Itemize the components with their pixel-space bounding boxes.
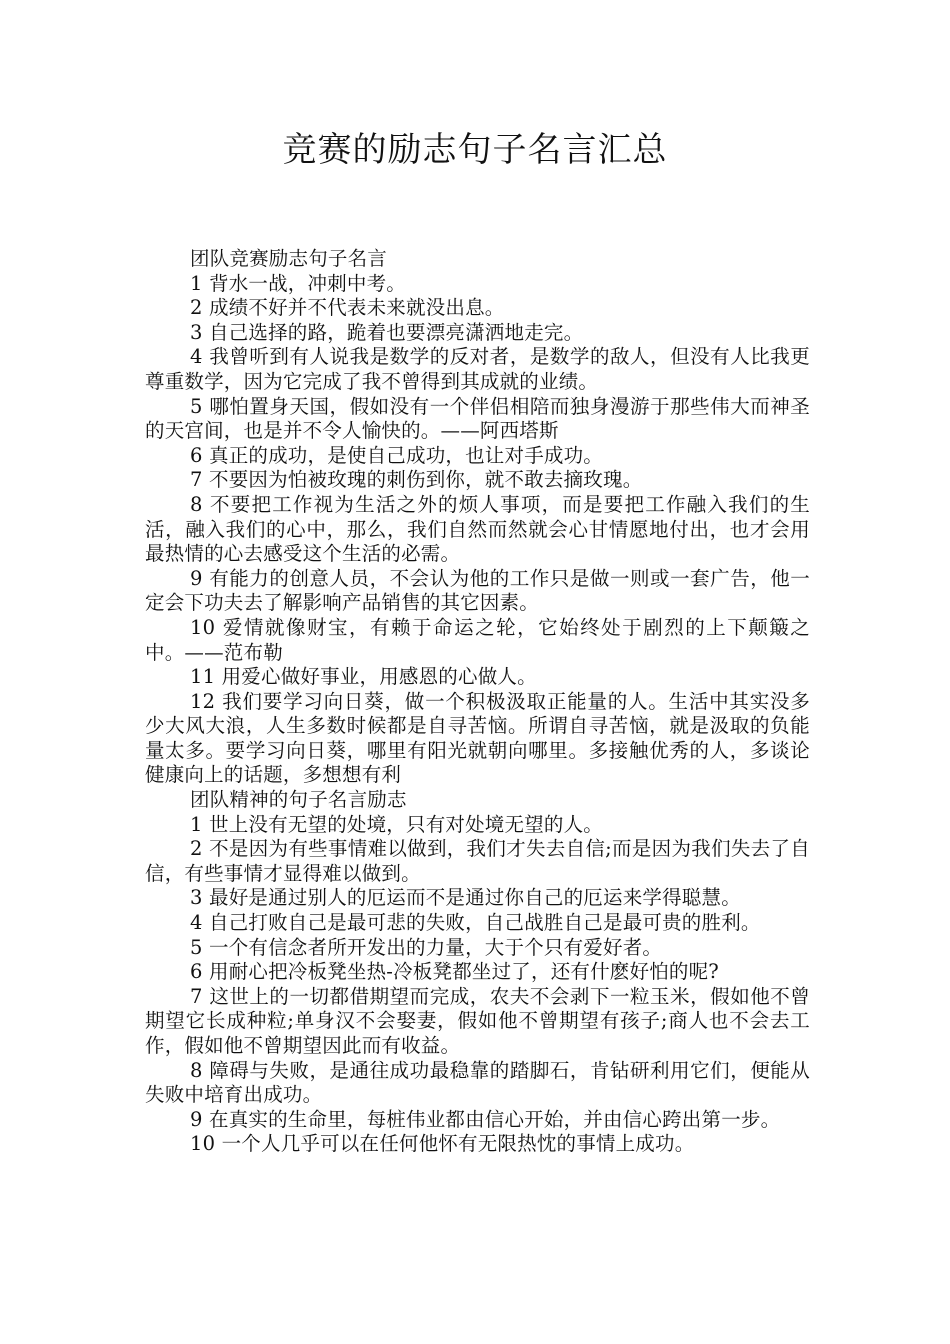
quote-paragraph: 10 一个人几乎可以在任何他怀有无限热忱的事情上成功。 <box>190 1132 695 1156</box>
section-heading-team-spirit: 团队精神的句子名言励志 <box>190 788 407 812</box>
quote-paragraph: 6 真正的成功，是使自己成功，也让对手成功。 <box>190 443 604 467</box>
quote-paragraph: 12 我们要学习向日葵，做一个积极汲取正能量的人。生活中其实没多少大风大浪，人生多数时候都是自寻苦恼。所谓自寻苦恼，就是汲取的负能量太多。要学习向日葵，哪里有阳光就朝向哪里。多接触优秀的人，多谈论健康向上的话题，多想想有利 <box>145 689 810 787</box>
quote-paragraph: 8 障碍与失败，是通往成功最稳靠的踏脚石，肯钻研利用它们，便能从失败中培育出成功。 <box>145 1058 810 1107</box>
quote-paragraph: 3 最好是通过别人的厄运而不是通过你自己的厄运来学得聪慧。 <box>190 886 741 910</box>
quote-paragraph: 4 自己打败自己是最可悲的失败，自己战胜自己是最可贵的胜利。 <box>190 911 761 935</box>
quote-paragraph: 8 不要把工作视为生活之外的烦人事项，而是要把工作融入我们的生活，融入我们的心中，那么，我们自然而然就会心甘情愿地付出，也才会用最热情的心去感受这个生活的必需。 <box>145 492 810 566</box>
quote-paragraph: 1 世上没有无望的处境，只有对处境无望的人。 <box>190 812 604 836</box>
quote-paragraph: 4 我曾听到有人说我是数学的反对者，是数学的敌人，但没有人比我更尊重数学，因为它完成了我不曾得到其成就的业绩。 <box>145 345 810 393</box>
quote-paragraph: 5 一个有信念者所开发出的力量，大于个只有爱好者。 <box>190 935 663 959</box>
section-heading-competition: 团队竞赛励志句子名言 <box>190 247 388 270</box>
quote-paragraph: 2 不是因为有些事情难以做到，我们才失去自信;而是因为我们失去了自信，有些事情才显得难以做到。 <box>145 837 810 885</box>
quote-paragraph: 7 这世上的一切都借期望而完成，农夫不会剥下一粒玉米，假如他不曾期望它长成种粒;单身汉不会娶妻，假如他不曾期望有孩子;商人也不会去工作，假如他不曾期望因此而有收益。 <box>145 984 810 1057</box>
quote-paragraph: 1 背水一战，冲刺中考。 <box>190 271 407 295</box>
document-body <box>145 247 810 1157</box>
quote-paragraph: 5 哪怕置身天国，假如没有一个伴侣相陪而独身漫游于那些伟大而神圣的天宫间，也是并不令人愉快的。——阿西塔斯 <box>145 394 810 443</box>
quote-paragraph: 9 有能力的创意人员，不会认为他的工作只是做一则或一套广告，他一定会下功夫去了解影响产品销售的其它因素。 <box>145 566 810 615</box>
quote-paragraph: 6 用耐心把冷板凳坐热-冷板凳都坐过了，还有什麽好怕的呢? <box>190 960 719 984</box>
page-title: 竞赛的励志句子名言汇总 <box>282 130 668 170</box>
quote-paragraph: 11 用爱心做好事业，用感恩的心做人。 <box>190 665 537 689</box>
quote-paragraph: 2 成绩不好并不代表未来就没出息。 <box>190 296 505 320</box>
quote-paragraph: 9 在真实的生命里，每桩伟业都由信心开始，并由信心跨出第一步。 <box>190 1107 781 1131</box>
quote-paragraph: 7 不要因为怕被玫瑰的刺伤到你，就不敢去摘玫瑰。 <box>190 468 643 492</box>
quote-paragraph: 3 自己选择的路，跪着也要漂亮潇洒地走完。 <box>190 320 584 344</box>
quote-paragraph: 10 爱情就像财宝，有赖于命运之轮，它始终处于剧烈的上下颠簸之中。——范布勒 <box>145 615 810 664</box>
